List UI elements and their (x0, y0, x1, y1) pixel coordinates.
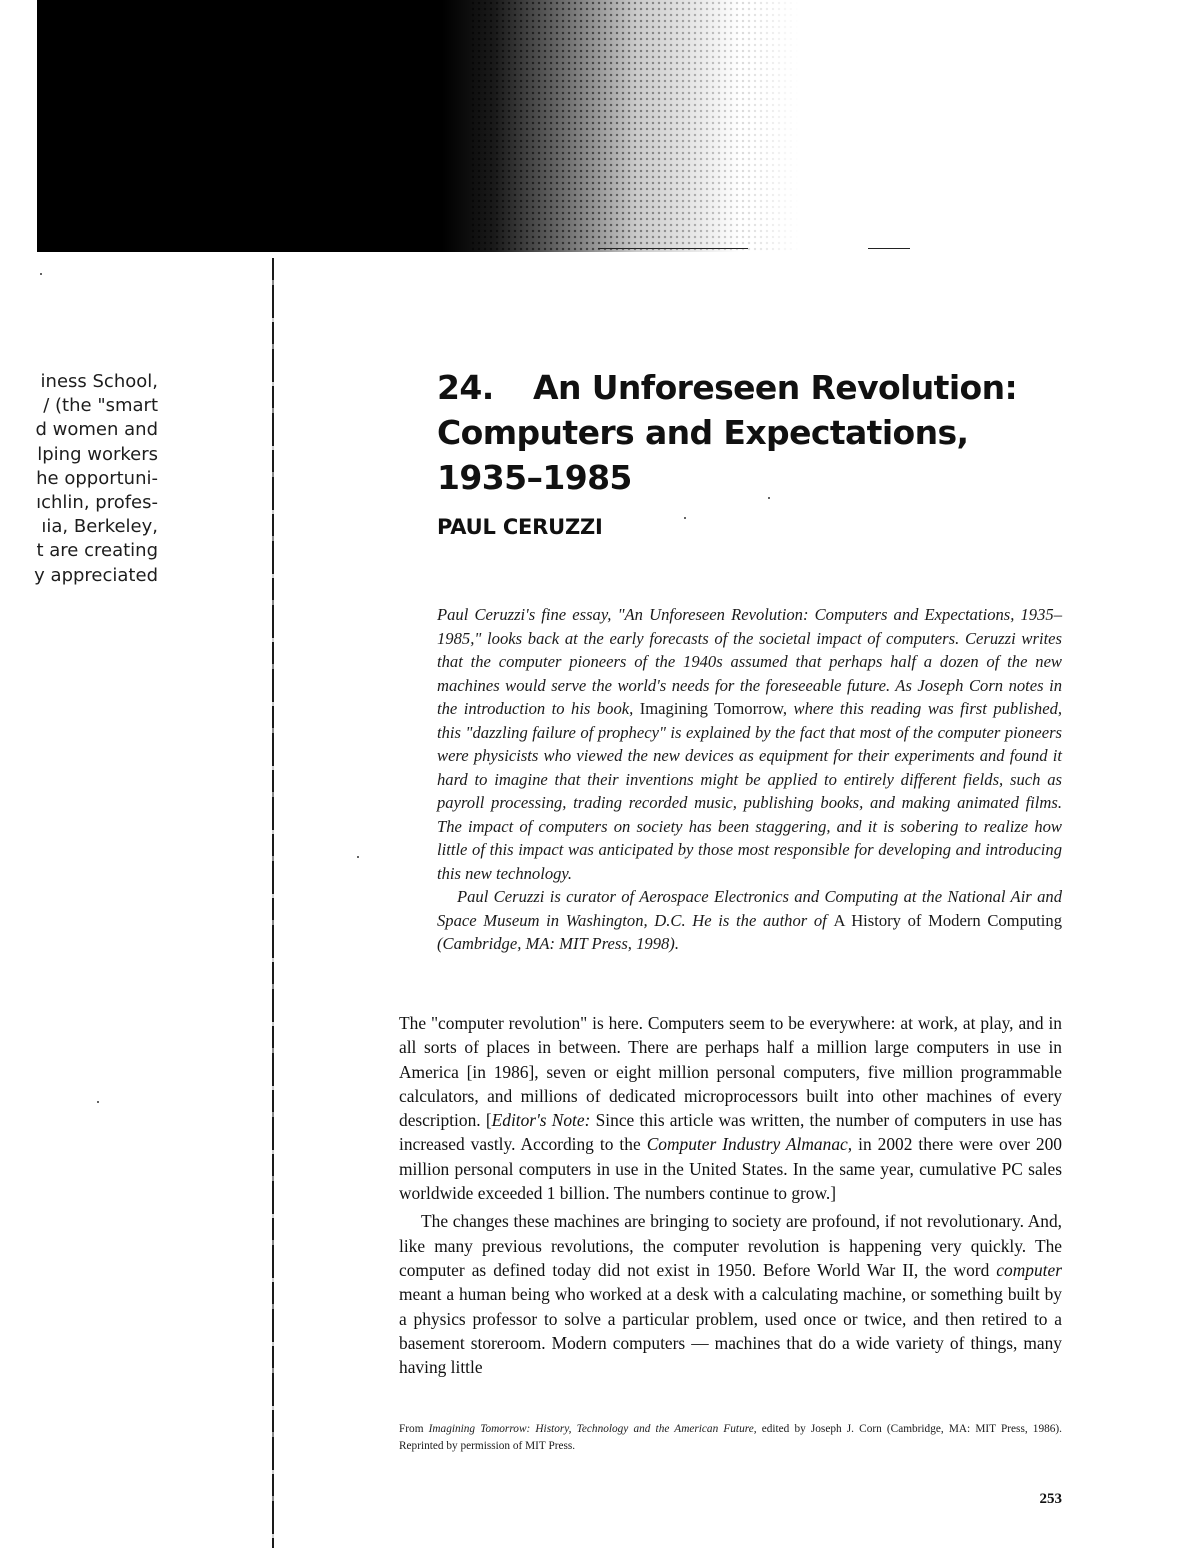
source-footnote (399, 1421, 1062, 1455)
scan-speck (357, 856, 359, 858)
previous-page-line: lping workers (37, 443, 158, 465)
scan-rule-line (598, 248, 748, 249)
chapter-number: 24. (437, 368, 494, 407)
almanac-title: Computer Industry Almanac, (646, 1134, 853, 1155)
intro-text: where this reading was first published, this "dazzling failure of prophecy" is explained by the fact that most of the computer pioneers were physicists who viewed the new devices as equipment for their experiments and found it hard to imagine that their inventions might be applied to entirely different fields, such as payroll processing, trading recorded music, publishing books, and making animated films. The impact of computers on society has been staggering, and it is sobering to realize how little of this impact was anticipated by those most responsible for developing and introducing this new technology. (437, 699, 1063, 883)
intro-book-title: A History of Modern Computing (833, 910, 1062, 930)
emphasized-word: computer (996, 1259, 1062, 1280)
author-name: PAUL CERUZZI (437, 515, 603, 539)
body-text-run: The changes these machines are bringing to society are profound, if not revolutionary. And, like many previous revolutions, the computer revolution is happening very quickly. The computer as defined today did not exist in 1950. Before World War II, the word (399, 1211, 1062, 1280)
chapter-title (437, 365, 1037, 500)
scan-speck (97, 1101, 99, 1103)
chapter-title-text-1: An Unforeseen Revolution: (533, 368, 1018, 407)
previous-page-line: y appreciated (34, 564, 158, 586)
previous-page-line: t are creating (36, 540, 158, 562)
chapter-title-line-1 (437, 365, 1037, 410)
intro-text: (Cambridge, MA: MIT Press, 1998). (437, 934, 679, 953)
scan-rule-line-short (868, 248, 910, 249)
chapter-introduction (437, 603, 1062, 956)
previous-page-line: ıchlin, profes- (36, 492, 158, 514)
body-paragraph-2 (399, 1209, 1062, 1379)
intro-text: Paul Ceruzzi is curator of Aerospace Electronics and Computing at the National Air and Space Museum in Washington, D.C. He is the author of (437, 887, 1062, 930)
body-text-run: The "computer revolution" is here. Computers seem to be everywhere: at work, at play, and in all sorts of places in between. There are perhaps half a million large computers in use in America [in 1986], seven or eight million personal computers, five million programmable calculators, and millions of dedicated microprocessors built into other machines of every description. [ (399, 1013, 1062, 1131)
intro-paragraph-2 (437, 885, 1062, 956)
previous-page-line: iness School, (40, 371, 158, 392)
intro-paragraph-1 (437, 603, 1062, 885)
footnote-text: edited by Joseph J. Corn (Cambridge, MA: MIT Press, 1986). Reprinted by permission of MIT Press. (399, 1423, 1062, 1452)
scan-halftone-fade (470, 0, 800, 252)
chapter-title-line-3: 1935–1985 (437, 458, 632, 497)
previous-page-line: d women and (35, 419, 158, 441)
body-text-run: in 2002 there were over 200 million personal computers in use in the United States. In the same year, cumulative PC sales worldwide exceeded 1 billion. The numbers continue to grow.] (399, 1134, 1062, 1204)
body-paragraph-1 (399, 1011, 1062, 1205)
previous-page-line: he opportuni- (36, 467, 158, 489)
previous-page-line: / (the "smart (43, 395, 158, 417)
body-text (399, 1011, 1062, 1379)
previous-page-fragment (32, 370, 158, 588)
footnote-book-title: Imagining Tomorrow: History, Technology and the American Future, (428, 1423, 757, 1435)
body-text-run: Since this article was written, the number of computers in use has increased vastly. According to the (399, 1110, 1062, 1155)
scan-speck (40, 273, 42, 275)
footnote-prefix: From (399, 1423, 424, 1435)
previous-page-line: ıia, Berkeley, (41, 516, 158, 538)
intro-text: Paul Ceruzzi's fine essay, "An Unforeseen Revolution: Computers and Expectations, 1935–1985," looks back at the early forecasts of the societal impact of computers. Ceruzzi writes that the computer pioneers of the 1940s assumed that perhaps half a dozen of the new machines would serve the world's needs for the foreseeable future. As Joseph Corn notes in the introduction to his book, (437, 605, 1062, 718)
scan-speck (684, 517, 686, 519)
body-text-run: meant a human being who worked at a desk with a calculating machine, or something built by a physics professor to solve a particular problem, used once or twice, and then retired to a basement storeroom. Modern computers — machines that do a wide variety of things, many having little (399, 1284, 1062, 1378)
chapter-title-line-2: Computers and Expectations, (437, 413, 969, 452)
binding-gutter-line (272, 258, 274, 1548)
editors-note-label: Editor's Note: (491, 1110, 591, 1131)
page-number: 253 (1039, 1491, 1062, 1507)
intro-book-title: Imagining Tomorrow, (639, 699, 788, 718)
